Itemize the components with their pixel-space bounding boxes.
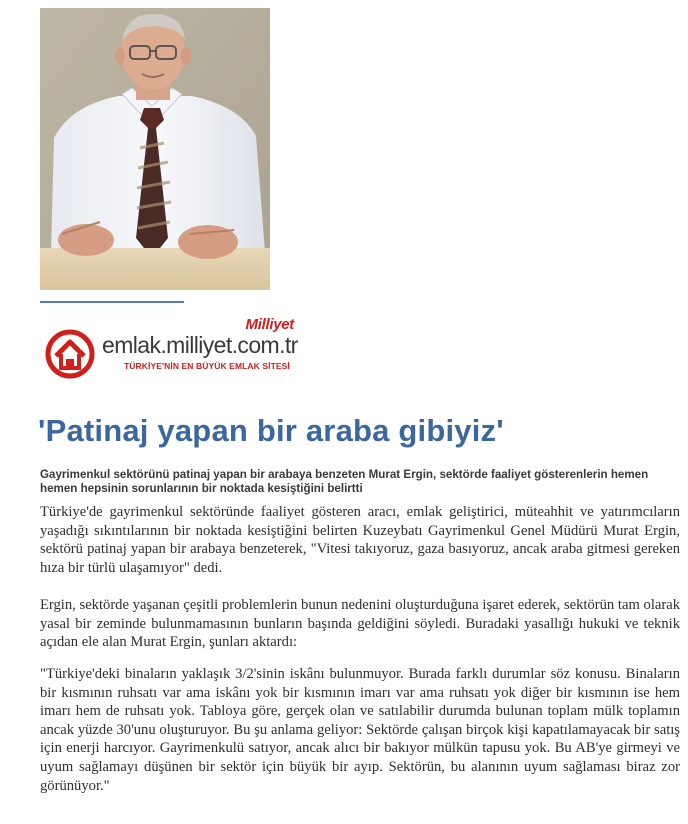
- article-paragraph-1: Türkiye'de gayrimenkul sektöründe faaliyet gösteren aracı, emlak geliştirici, müteahhit ve yatırımcıların yaşadığı sıkıntılarının bir noktada kesiştiğini belirten Kuzeybatı Gayrimenkul Genel Müdürü Murat Ergin, sektörü patinaj yapan bir arabaya benzeterek, "Vitesi takıyoruz, gaza basıyoruz, ancak araba gitmesi gereken hıza bir türlü ulaşamıyor" dedi.: [40, 504, 680, 576]
- site-slogan: TÜRKİYE'NİN EN BÜYÜK EMLAK SİTESİ: [124, 361, 290, 371]
- house-in-circle-icon: [44, 328, 96, 380]
- site-url: emlak.milliyet.com.tr: [102, 332, 298, 358]
- milliyet-brand: Milliyet: [245, 316, 294, 333]
- portrait-photo: [40, 8, 270, 290]
- article-paragraph-2: Ergin, sektörde yaşanan çeşitli problemlerin bunun nedenini oluşturduğuna işaret ederek, sektörün tam olarak yasal bir zeminde bulunmamasının bunların başında geldiğini söyledi. Buradaki yasallığı hukuki ve teknik açıdan ele alan Murat Ergin, şunları aktardı:: [40, 597, 680, 651]
- article-paragraph-3: "Türkiye'deki binaların yaklaşık 3/2'sinin iskânı bulunmuyor. Burada farklı durumlar söz konusu. Binaların bir kısmının ruhsatı var ama iskânı yok bir kısmının imarı var ama ruhsatı yok diğer bir kısmının ise hem imarı hem de ruhsatı yok. Tabloya göre, gerçek olan ve satılabilir durumda bulunan toplam mülk toplamın ancak yüzde 30'unu oluşturuyor. Bu şu anlama geliyor: Sektörde çalışan birçok kişi kapatılamayacak bir satış için enerji harcıyor. Gayrimenkulü satıyor, ancak alıcı bir bakıyor mülkün tapusu yok. Bu AB'ye girmeyi ve uyum sağlamayı düşünen bir sektör için büyük bir ayıp. Sektörün, bu alanının uyum sağlaması biraz zor görünüyor.": [40, 666, 680, 794]
- divider-rule: [40, 301, 184, 303]
- emlak-milliyet-logo: [44, 316, 298, 382]
- article-headline: 'Patinaj yapan bir araba gibiyiz': [38, 413, 504, 448]
- article-lead: Gayrimenkul sektörünü patinaj yapan bir arabaya benzeten Murat Ergin, sektörde faaliyet gösterenlerin hemen hemen hepsinin sorunlarının bir noktada kesiştiğini belirtti: [40, 468, 649, 495]
